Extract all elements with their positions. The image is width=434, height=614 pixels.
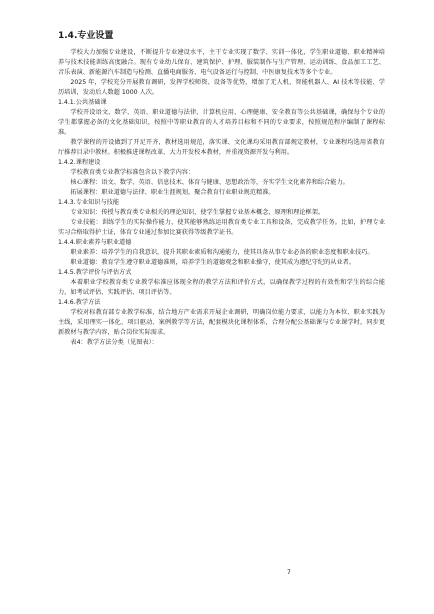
paragraph-1-4-4-a: 职业素养：培养学生的自我意识，提升其职业素质和沟通能力，使其具备从事专业必备的职业态度和职业技巧。 [70, 249, 374, 256]
paragraph-2025: 2025 年，学校充分开展教育调研，发挥学校师资、设备等优势，增加了无人机、智能机器人、AI 技术等技能、学历培训，发动后人数超 1000 人次。 [58, 79, 385, 96]
paragraph-1-4-5-a: 本着职业学校教育类专业教学标准应体现全程的教学方法和评价方式，以确保教学过程的有效性和学生的综合能力，如考试评估、实践评估、项目评估等。 [58, 279, 385, 296]
paragraph-1-4-6-a: 学校对标教育部专业教学标准，结合地方产业需求开展企业调研，明确岗位能力要求，以能力为本位、职业实践为主线，采用理实一体化、项目驱动、案例教学等方法，配套模块化课程体系，合理分配公基础课与专业课学时，同步更新教材与教学内容，贴合岗位实际需求。 [58, 309, 385, 336]
page-content [58, 30, 385, 348]
paragraph-1-4-1-a: 学校开设语文、数学、英语、职业道德与法律、计算机应用、心理健康、安全教育等公共基础课，确保每个专业的学生都掌握必备的文化基础知识，按照中等职业教育的人才培养目标和不同的专业要求，按照规范程序编制了课程标准。 [58, 109, 385, 136]
subheading-1-4-1: 1.4.1.公共基础课 [58, 99, 107, 106]
subheading-1-4-2: 1.4.2.课程建设 [58, 159, 101, 166]
subheading-1-4-5: 1.4.5.教学评价与评估方式 [58, 269, 132, 276]
paragraph-1-4-1-b: 教学课程的开设做到了开足开齐，教材选用规范，落实课、文化课均采用教育部规定教材，专业课程均选用省教育厅推荐目录中教材。积极推进课程改革，大力开发校本教材，并重视资源开发与利用。 [58, 139, 385, 156]
table-reference: 表4：教学方法分类（见图表）： [70, 339, 158, 346]
paragraph-1-4-2-a: 学校教育类专业教学标准包含以下教学内容： [70, 169, 195, 176]
paragraph-1-4-2-c: 拓展课程：职业道德与法律、职业生涯规划，聚合教育行业职业规范精准。 [70, 189, 275, 196]
intro-paragraph: 学校大力加强专业建设，不断提升专业建设水平，主干专业实现了数学、实训一体化，学生职业道德、职业精神培养与技术技能训练高度融合。现有专业幼儿保育、建筑保护、护理、服装制作与生产管理、运动训练、食品加工工艺、音乐表演、新能源汽车制造与检测、直播电商服务、电气设备运行与控制、中医康复技术等多个专业。 [58, 49, 385, 76]
paragraph-1-4-4-b: 职业道德：教育学生遵守职业道德准则，培养学生的道德观念和职业操守，使其成为遵纪守纪的从业者。 [70, 259, 356, 266]
subheading-1-4-3: 1.4.3.专业知识与技能 [58, 199, 120, 206]
page-number: 7 [287, 569, 291, 576]
subheading-1-4-6: 1.4.6.教学方法 [58, 299, 101, 306]
paragraph-1-4-3-b: 专业技能：训练学生的实际操作能力，使其能够熟练运用教育类专业工具和设备，完成教学任务。比如，护理专业实习合格取得护士证，体育专业通过参加比赛获得等级教学证书。 [58, 219, 385, 236]
subheading-1-4-4: 1.4.4.职业素养与职业道德 [58, 239, 132, 246]
section-title: 1.4.专业设置 [58, 31, 114, 41]
paragraph-1-4-2-b: 核心课程：语文、数学、英语、信息技术、体育与健康、思想政治等，夯实学生文化素养和综合能力。 [70, 179, 349, 186]
paragraph-1-4-3-a: 专业知识：传授与教育类专业相关的理论知识，使学生掌握专业基本概念、原理和理论框架。 [70, 209, 325, 216]
